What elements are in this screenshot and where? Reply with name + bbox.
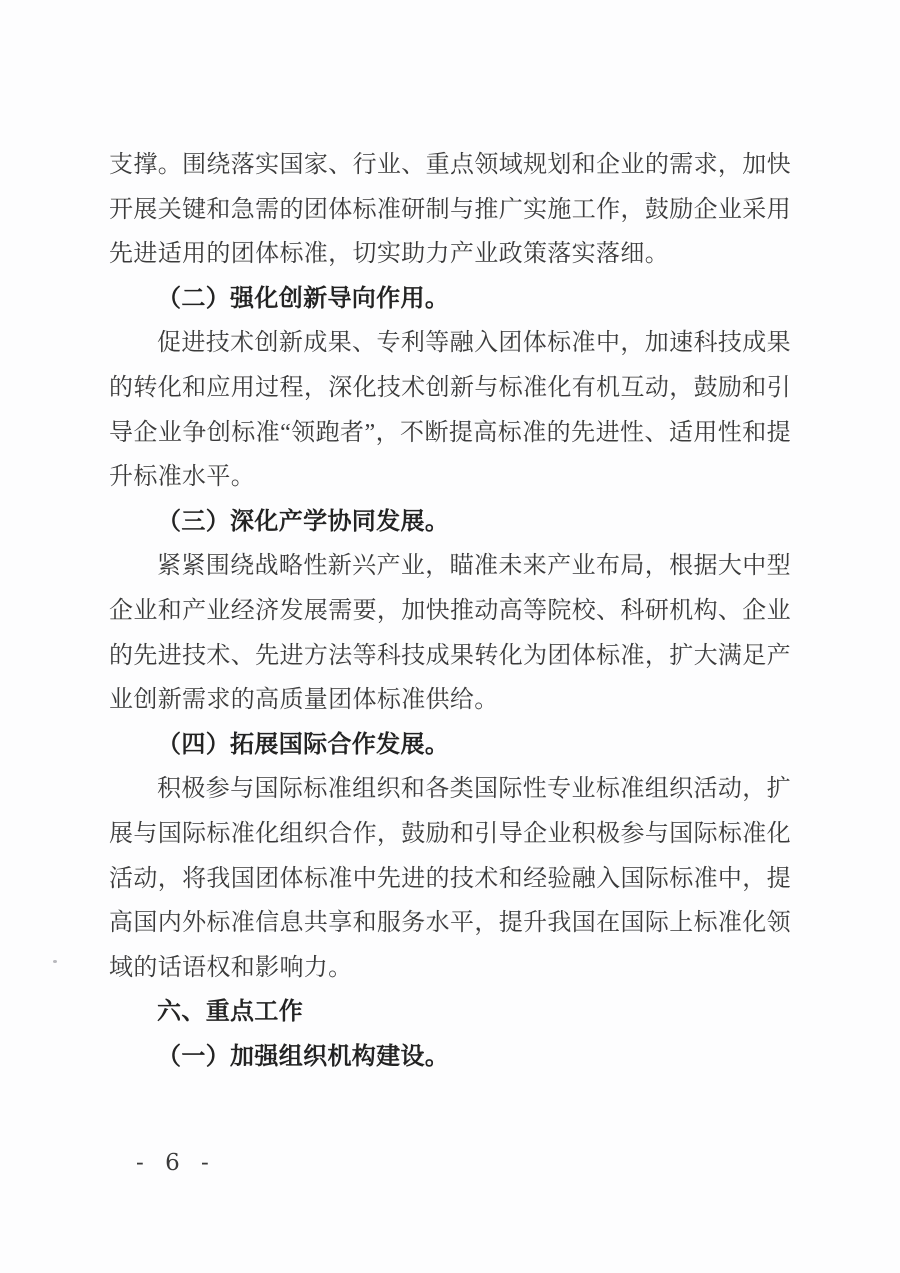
page-number: - 6 -	[136, 1150, 216, 1176]
paragraph-innovation-orientation: 促进技术创新成果、专利等融入团体标准中，加速科技成果的转化和应用过程，深化技术创新与标准化有机互动，鼓励和引导企业争创标准“领跑者”，不断提高标准的先进性、适用性和提升标准水平。	[109, 330, 791, 491]
scan-speck-artifact	[53, 960, 57, 963]
heading-section-4-international-cooperation: （四）拓展国际合作发展。	[157, 731, 450, 758]
paragraph-policy-implementation-continuation: 支撑。围绕落实国家、行业、重点领域规划和企业的需求，加快开展关键和急需的团体标准研制与推广实施工作，鼓励企业采用先进适用的团体标准，切实助力产业政策落实落细。	[109, 152, 791, 268]
heading-section-2-innovation-orientation: （二）强化创新导向作用。	[157, 285, 450, 312]
paragraph-industry-academia-development: 紧紧围绕战略性新兴产业，瞄准未来产业布局，根据大中型企业和产业经济发展需要，加快推动高等院校、科研机构、企业的先进技术、先进方法等科技成果转化为团体标准，扩大满足产业创新需求的高质量团体标准供给。	[109, 553, 791, 714]
heading-section-1-organization-building: （一）加强组织机构建设。	[157, 1043, 450, 1070]
paragraph-international-cooperation: 积极参与国际标准组织和各类国际性专业标准组织活动，扩展与国际标准化组织合作，鼓励和引导企业积极参与国际标准化活动，将我国团体标准中先进的技术和经验融入国际标准中，提高国内外标准信息共享和服务水平，提升我国在国际上标准化领域的话语权和影响力。	[109, 776, 791, 981]
page-body-text	[109, 143, 791, 1079]
heading-section-3-industry-academia-development: （三）深化产学协同发展。	[157, 508, 450, 535]
heading-chapter-6-key-work: 六、重点工作	[157, 999, 304, 1026]
